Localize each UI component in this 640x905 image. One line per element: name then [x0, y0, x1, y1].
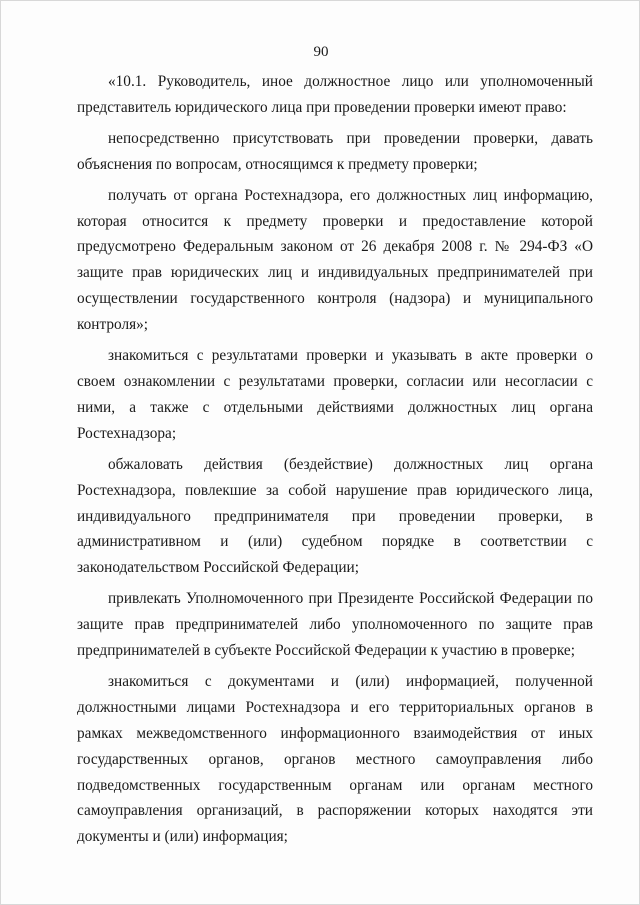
paragraph-review-documents: знакомиться с документами и (или) информацией, полученной должностными лицами Ростехнадзора и его территориальных органов в рамках межведомственного информационного взаимодействия от иных государственных органов, органов местного самоуправления либо подведомственных государственным органам или органам местного самоуправления организаций, в распоряжении которых находятся эти документы и (или) информация;: [77, 672, 593, 846]
document-body: [77, 69, 593, 855]
paragraph-appeal-actions: обжаловать действия (бездействие) должностных лиц органа Ростехнадзора, повлекшие за собой нарушение прав юридического лица, индивидуального предпринимателя при проведении проверки, в административном и (или) судебном порядке в соответствии с законодательством Российской Федерации;: [77, 455, 593, 577]
paragraph-attend-inspection: непосредственно присутствовать при проведении проверки, давать объяснения по вопросам, относящимся к предмету проверки;: [77, 129, 593, 173]
paragraph-review-results: знакомиться с результатами проверки и указывать в акте проверки о своем ознакомлении с результатами проверки, согласии или несогласии с ними, а также с отдельными действиями должностных лиц органа Ростехнадзора;: [77, 347, 593, 442]
paragraph-involve-ombudsman: привлекать Уполномоченного при Президенте Российской Федерации по защите прав предпринимателей либо уполномоченного по защите прав предпринимателей в субъекте Российской Федерации к участию в проверке;: [77, 590, 593, 660]
paragraph-10-1-intro: «10.1. Руководитель, иное должностное лицо или уполномоченный представитель юридического лица при проведении проверки имеют право:: [77, 73, 593, 116]
page-number: 90: [313, 44, 329, 60]
paragraph-receive-information: получать от органа Ростехнадзора, его должностных лиц информацию, которая относится к предмету проверки и предоставление которой предусмотрено Федеральным законом от 26 декабря 2008 г. № 294-ФЗ «О защите прав юридических лиц и индивидуальных предпринимателей при осуществлении государственного контроля (надзора) и муниципального контроля»;: [77, 186, 593, 334]
